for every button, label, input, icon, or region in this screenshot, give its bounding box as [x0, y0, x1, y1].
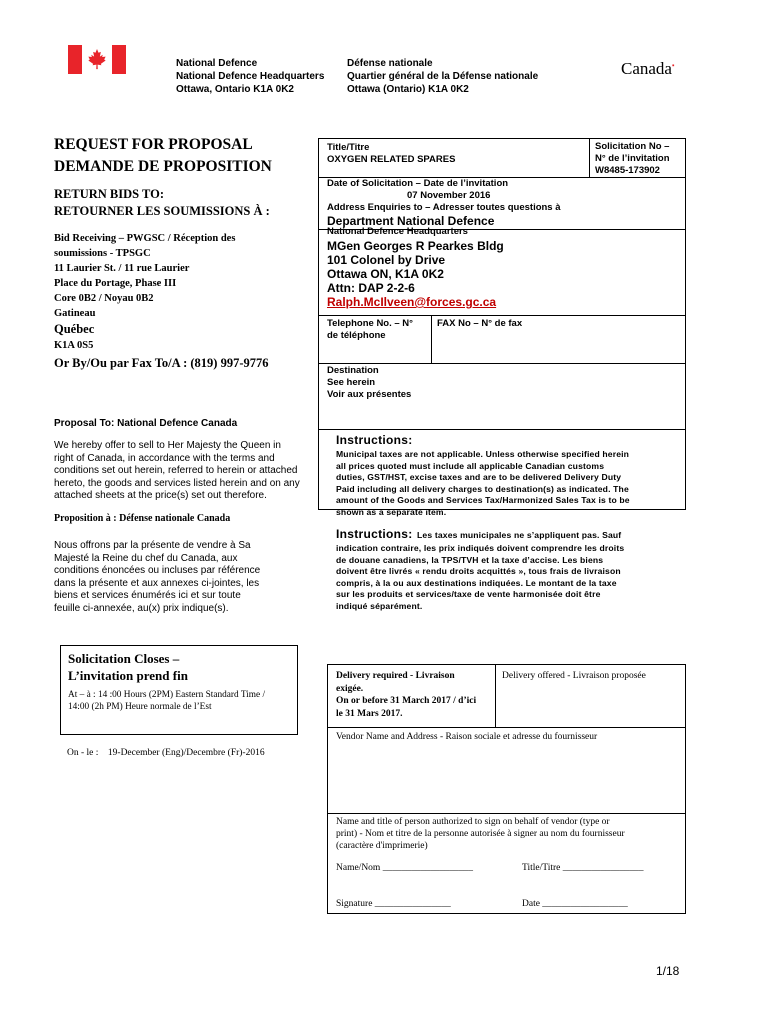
solicitation-number: Solicitation No – N° de l’invitation W8485-173902 [595, 141, 670, 176]
instructions-english: Instructions: Municipal taxes are not applicable. Unless otherwise specified herein all prices quoted must include all applicable Canadian customs duties, GST/HST, excise taxes and are to be delivered Delivery Duty Paid including all delivery charges to destination(s) as indicated. The amount of the Goods and Services Tax/Harmonized Sales Tax is to be shown as a separate item. [336, 433, 630, 517]
signature-field[interactable]: Signature ________________ [336, 899, 451, 909]
header-french: Défense nationale Quartier général de la Défense nationale Ottawa (Ontario) K1A 0K2 [347, 58, 539, 95]
proposal-heading-fr: Proposition à : Défense nationale Canada [54, 513, 231, 524]
closing-date: On - le : 19-December (Eng)/Decembre (Fr)-2016 [67, 748, 265, 758]
department-name: Department National Defence [327, 214, 495, 228]
proposal-text-en: We hereby offer to sell to Her Majesty the Queen in right of Canada, in accordance with the terms and conditions set out herein, referred to herein or attached hereto, the goods and services listed herein and on any attached sheets at the price(s) set out therefore. [54, 440, 300, 501]
closing-title: Solicitation Closes – L’invitation prend fin [68, 651, 188, 683]
closing-time: At – à : 14 :00 Hours (2PM) Eastern Standard Time / 14:00 (2h PM) Heure normale de l’Est [68, 690, 266, 712]
page-number: 1/18 [656, 964, 680, 978]
contact-email-link[interactable]: Ralph.McIlveen@forces.gc.ca [327, 295, 497, 309]
title-field: Title/Titre OXYGEN RELATED SPARES [327, 142, 456, 165]
return-address: Bid Receiving – PWGSC / Réception des soumissions - TPSGC 11 Laurier St. / 11 rue Laurier Place du Portage, Phase III Core 0B2 / Noyau 0B2 Gatineau Québec K1A 0S5 [54, 233, 236, 351]
page-title: REQUEST FOR PROPOSAL DEMANDE DE PROPOSITION [54, 136, 272, 175]
contact-address: MGen Georges R Pearkes Bldg 101 Colonel by Drive Ottawa ON, K1A 0K2 Attn: DAP 2-2-6 Ralph.McIlveen@forces.gc.ca [327, 239, 504, 309]
header-english: National Defence National Defence Headquarters Ottawa, Ontario K1A 0K2 [176, 58, 325, 95]
destination: Destination See herein Voir aux présentes [327, 365, 412, 400]
name-field[interactable]: Name/Nom ___________________ [336, 863, 473, 873]
delivery-offered[interactable]: Delivery offered - Livraison proposée [502, 671, 646, 681]
vendor-name-address[interactable]: Vendor Name and Address - Raison sociale et adresse du fournisseur [336, 732, 598, 742]
return-bids-heading: RETURN BIDS TO: RETOURNER LES SOUMISSIONS À : [54, 187, 270, 218]
ndhq-label: National Defence Headquarters [327, 226, 468, 237]
instructions-french: Instructions: Les taxes municipales ne s’appliquent pas. Sauf indication contraire, les prix indiqués doivent comprendre les droits de douane canadiens, la TPS/TVH et la taxe d’accise. Les biens doivent être livrés « rendu droits acquittés », tous frais de livraison compris, à la ou aux destinations indiquées. Le montant de la taxe sur les produits et services/taxe de vente harmonisée doit être indiqué séparément. [336, 527, 625, 611]
solicitation-date: 07 November 2016 [407, 190, 491, 201]
enquiries-label: Address Enquiries to – Adresser toutes questions à [327, 202, 561, 213]
fax-label: FAX No – N° de fax [437, 318, 523, 329]
vendor-box [327, 664, 686, 914]
proposal-heading-en: Proposal To: National Defence Canada [54, 418, 238, 429]
authorized-person-label: Name and title of person authorized to sign on behalf of vendor (type or print) - Nom et titre de la personne autorisée à signer au nom du fournisseur (caractère d'imprimerie) [336, 817, 625, 851]
fax-line: Or By/Ou par Fax To/A : (819) 997-9776 [54, 356, 269, 370]
proposal-text-fr: Nous offrons par la présente de vendre à Sa Majesté la Reine du chef du Canada, aux conditions énoncées ou incluses par référence dans la présente et aux annexes ci-jointes, les biens et services énumérés ici et sur toute feuille ci-annexée, au(x) prix indique(s). [54, 540, 261, 614]
delivery-required: Delivery required - Livraison exigée. On or before 31 March 2017 / d’ici le 31 Mars 2017. [336, 671, 477, 719]
telephone-label: Telephone No. – N° de téléphone [327, 318, 413, 341]
closing-box [60, 645, 298, 735]
canada-flag [68, 45, 126, 74]
title-field-sign[interactable]: Title/Titre _________________ [522, 863, 644, 873]
solicitation-date-label: Date of Solicitation – Date de l’invitation [327, 178, 509, 189]
canada-wordmark: Canada▪ [621, 59, 675, 78]
date-field[interactable]: Date __________________ [522, 899, 628, 909]
maple-leaf-icon [85, 48, 109, 71]
